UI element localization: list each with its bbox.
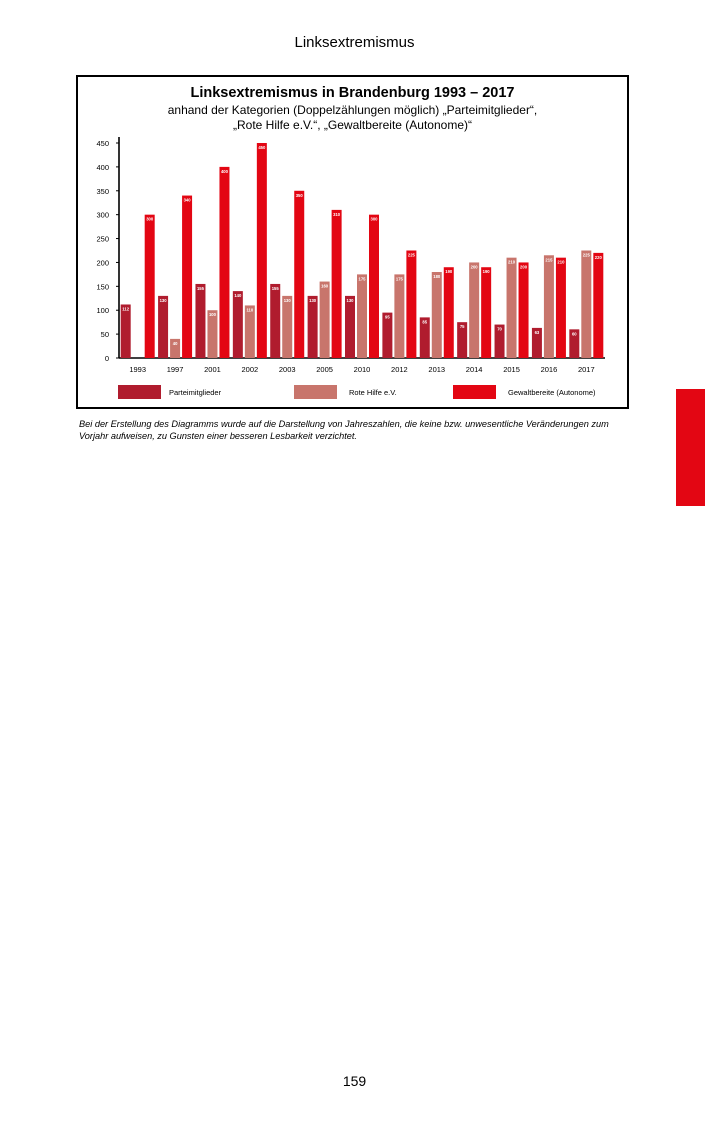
- bar: [257, 143, 267, 358]
- chart-frame: [76, 75, 629, 409]
- bar-value-label: 215: [545, 257, 553, 263]
- bar: [345, 296, 355, 358]
- bar: [469, 262, 479, 358]
- bar-value-label: 300: [370, 216, 378, 222]
- chart-subtitle-line-2: „Rote Hilfe e.V.“, „Gewaltbereite (Autonome)“: [233, 118, 472, 132]
- bar: [556, 258, 566, 358]
- bar-value-label: 130: [159, 297, 167, 303]
- chart-title: Linksextremismus in Brandenburg 1993 – 2017: [190, 85, 515, 101]
- bar-value-label: 190: [482, 269, 490, 275]
- chart-footnote: Bei der Erstellung des Diagramms wurde auf die Darstellung von Jahreszahlen, die keine bzw. unwesentliche Veränderungen zum Vorjahr aufweisen, zu Gunsten einer besseren Lesbarkeit verzichtet.: [79, 419, 609, 441]
- bar-value-label: 130: [283, 297, 291, 303]
- bar-value-label: 180: [433, 274, 441, 279]
- bar-value-label: 130: [346, 297, 354, 303]
- x-tick-label: 2001: [204, 365, 221, 374]
- bar-value-label: 450: [258, 145, 266, 150]
- x-tick-label: 2003: [278, 365, 296, 374]
- page-header: Linksextremismus: [294, 34, 415, 51]
- bar: [320, 282, 330, 358]
- bar: [270, 284, 280, 358]
- bar: [308, 296, 318, 358]
- bar: [145, 215, 155, 358]
- y-tick-label: 50: [100, 330, 109, 340]
- bar-value-label: 160: [321, 283, 329, 289]
- legend-swatch: [294, 385, 337, 399]
- bar-value-label: 85: [422, 319, 428, 325]
- page-number: 159: [342, 1073, 367, 1089]
- bar-value-label: 130: [309, 297, 317, 303]
- chart-subtitle-line-1: anhand der Kategorien (Doppelzählungen möglich) „Parteimitglieder“,: [167, 103, 538, 117]
- bar-value-label: 210: [557, 259, 565, 265]
- x-tick-label: 2012: [391, 365, 408, 374]
- y-tick-label: 400: [96, 162, 109, 172]
- y-tick-label: 150: [96, 282, 109, 292]
- legend-label: Rote Hilfe e.V.: [349, 388, 397, 397]
- x-tick-label: 2017: [577, 365, 595, 374]
- x-tick-label: 1997: [166, 365, 184, 374]
- bar: [369, 215, 379, 358]
- bar: [282, 296, 292, 358]
- bar-value-label: 63: [534, 329, 540, 335]
- bar-value-label: 40: [172, 340, 178, 346]
- bar-value-label: 200: [520, 264, 528, 270]
- bar-value-label: 220: [594, 254, 602, 260]
- bar-value-label: 310: [333, 211, 341, 217]
- x-tick-label: 2005: [316, 365, 333, 374]
- bar: [519, 262, 529, 358]
- y-tick-label: 300: [96, 210, 109, 220]
- y-tick-label: 350: [96, 186, 109, 196]
- bar-value-label: 110: [246, 307, 254, 313]
- legend-swatch: [453, 385, 496, 399]
- chapter-tab-marker: [676, 389, 705, 506]
- x-tick-label: 2015: [503, 365, 520, 374]
- bar: [507, 258, 517, 358]
- bar-value-label: 70: [497, 326, 502, 332]
- y-tick-label: 200: [96, 258, 109, 268]
- bar: [182, 196, 192, 358]
- x-tick-label: 2010: [353, 365, 371, 374]
- y-tick-label: 450: [96, 139, 109, 148]
- bar: [444, 267, 454, 358]
- bar-value-label: 210: [508, 259, 516, 265]
- bar: [233, 291, 243, 358]
- bar-value-label: 300: [146, 216, 154, 222]
- y-tick-label: 250: [96, 234, 109, 244]
- bar: [158, 296, 168, 358]
- bar-value-label: 155: [196, 285, 204, 291]
- bar-value-label: 75: [459, 324, 465, 330]
- bar-value-label: 340: [183, 197, 191, 203]
- x-tick-label: 2014: [465, 365, 483, 374]
- bar-value-label: 155: [271, 285, 279, 291]
- bar-value-label: 225: [582, 252, 590, 258]
- bar-value-label: 140: [234, 293, 242, 299]
- bar-value-label: 350: [295, 192, 303, 198]
- bar: [207, 310, 217, 358]
- bar: [245, 305, 255, 358]
- bar-value-label: 400: [220, 168, 228, 174]
- bar: [394, 274, 404, 358]
- bar-value-label: 60: [571, 331, 577, 337]
- y-tick-label: 0: [104, 354, 109, 363]
- bar-value-label: 200: [470, 264, 478, 270]
- x-tick-label: 2002: [241, 365, 259, 374]
- legend-label: Gewaltbereite (Autonome): [508, 388, 596, 397]
- bar: [432, 272, 442, 358]
- bar-value-label: 175: [358, 276, 366, 282]
- bar-value-label: 175: [395, 276, 403, 282]
- bar-value-label: 225: [407, 252, 415, 258]
- bar: [481, 267, 491, 358]
- bar: [581, 251, 591, 359]
- bar: [294, 191, 304, 358]
- x-tick-label: 1993: [129, 365, 147, 374]
- bar-value-label: 112: [122, 306, 130, 312]
- legend-label: Parteimitglieder: [169, 388, 222, 397]
- bar-value-label: 95: [385, 314, 390, 320]
- bar: [357, 274, 367, 358]
- bar-value-label: 100: [208, 312, 216, 318]
- bar: [406, 251, 416, 359]
- bar: [332, 210, 342, 358]
- x-tick-label: 2013: [428, 365, 446, 374]
- bar-chart: [78, 77, 631, 411]
- bar-value-label: 190: [445, 269, 453, 275]
- x-tick-label: 2016: [540, 365, 558, 374]
- bar: [593, 253, 603, 358]
- legend-swatch: [118, 385, 161, 399]
- bar: [544, 255, 554, 358]
- bar: [219, 167, 229, 358]
- bar: [195, 284, 205, 358]
- y-tick-label: 100: [96, 306, 109, 316]
- bar: [121, 304, 131, 358]
